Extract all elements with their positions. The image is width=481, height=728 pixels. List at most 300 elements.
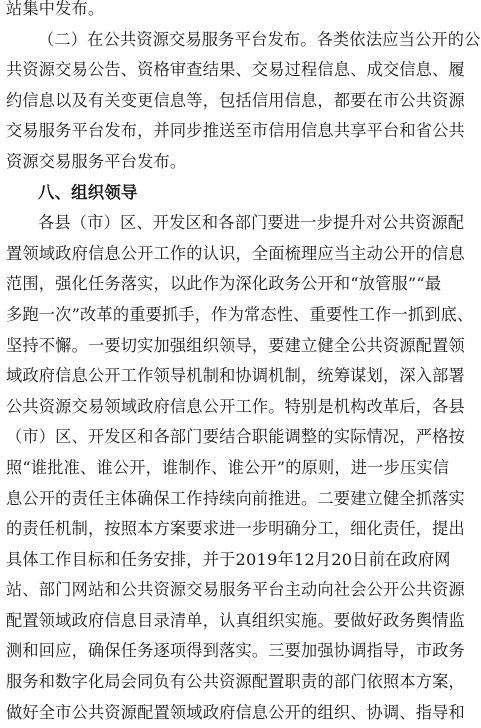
text-glyph: 程	[301, 60, 318, 80]
text-glyph: 步	[316, 213, 334, 233]
text-glyph: 府	[153, 396, 170, 416]
text-glyph: 一	[235, 519, 252, 539]
text-glyph: 以	[169, 274, 187, 294]
text-glyph: 、	[71, 427, 88, 447]
text-glyph: ）	[70, 29, 88, 49]
text-glyph: 享	[350, 121, 367, 141]
text-glyph: 省	[415, 121, 433, 141]
text-glyph: 源	[38, 60, 56, 80]
section-heading: 八、组织领导	[38, 182, 138, 202]
text-glyph: 政	[55, 243, 72, 263]
text-glyph: 台	[268, 580, 285, 600]
text-glyph: 告	[104, 60, 121, 80]
text-glyph: 整	[301, 427, 318, 447]
text-glyph: 以	[55, 90, 72, 110]
text-glyph: 务	[55, 121, 72, 141]
text-glyph: 公	[186, 672, 203, 692]
text-glyph: 交	[55, 60, 72, 80]
text-glyph: ，	[194, 304, 212, 324]
text-glyph: 开	[129, 457, 146, 477]
text-glyph: 主	[104, 488, 121, 508]
text-glyph: 要	[186, 519, 203, 539]
text-glyph: 认	[219, 610, 236, 630]
text-glyph: 信	[301, 121, 318, 141]
text-glyph: 和	[137, 427, 154, 447]
text-glyph: 开	[284, 702, 302, 722]
text-glyph: 部	[169, 427, 187, 447]
text-glyph: 提	[432, 519, 449, 539]
text-glyph: 任	[87, 274, 105, 294]
text-glyph: ，	[251, 335, 269, 355]
text-glyph: 网	[71, 580, 88, 600]
text-glyph: 应	[382, 29, 399, 49]
text-glyph: 要	[333, 488, 351, 508]
text-glyph: 市	[382, 90, 400, 110]
text-glyph: 落	[120, 274, 138, 294]
text-glyph: 易	[185, 29, 202, 49]
text-glyph: 不	[38, 335, 56, 355]
text-glyph: 共	[22, 396, 39, 416]
text-glyph: 组	[317, 702, 334, 722]
text-glyph: 严	[415, 427, 433, 447]
text-glyph: 动	[301, 580, 318, 600]
text-glyph: 要	[284, 641, 302, 661]
text-glyph: 开	[87, 427, 105, 447]
text-glyph: 开	[137, 243, 154, 263]
text-glyph: 息	[169, 90, 187, 110]
text-glyph: 月	[314, 549, 332, 569]
text-glyph: 源	[448, 90, 465, 110]
text-glyph: 共	[448, 121, 465, 141]
text-glyph: 和	[448, 702, 465, 722]
text-glyph: 制	[71, 519, 88, 539]
text-glyph: 面	[268, 243, 285, 263]
text-glyph: 落	[219, 641, 236, 661]
text-glyph: 二	[317, 488, 334, 508]
text-glyph: 后	[399, 396, 416, 416]
text-glyph: 数	[55, 672, 72, 692]
text-glyph: 和	[219, 366, 236, 386]
text-glyph: 此	[186, 274, 203, 294]
text-glyph: 府	[87, 610, 105, 630]
text-glyph: 信	[284, 90, 302, 110]
text-glyph: 织	[202, 335, 220, 355]
text-glyph: 分	[301, 519, 318, 539]
text-glyph: ，	[38, 274, 56, 294]
text-glyph: 化	[71, 274, 88, 294]
text-glyph: 政	[202, 702, 220, 722]
text-glyph: 共	[87, 702, 105, 722]
text-glyph: 是	[317, 396, 334, 416]
paragraph-line	[0, 453, 450, 484]
text-glyph: 台	[251, 29, 268, 49]
text-glyph: 作	[251, 396, 269, 416]
text-glyph: 务	[137, 641, 154, 661]
text-glyph: 工	[317, 519, 334, 539]
text-glyph: 公	[432, 121, 449, 141]
text-glyph: 本	[137, 519, 154, 539]
text-glyph: 实	[416, 457, 433, 477]
text-glyph: 谁	[162, 457, 179, 477]
text-glyph: 开	[219, 396, 236, 416]
text-glyph: 各	[218, 213, 235, 233]
text-glyph: 查	[186, 60, 203, 80]
text-glyph: 工	[153, 243, 170, 263]
text-glyph: 务	[235, 580, 252, 600]
text-glyph: 案	[432, 672, 449, 692]
text-glyph: 实	[137, 335, 154, 355]
text-glyph: 共	[415, 580, 433, 600]
paragraph-line	[0, 269, 442, 300]
text-glyph: （	[70, 213, 88, 233]
text-glyph: 信	[22, 90, 39, 110]
text-glyph: 抓	[162, 304, 179, 324]
text-glyph: 成	[366, 60, 383, 80]
text-glyph: 和	[399, 121, 416, 141]
text-glyph: 字	[71, 672, 88, 692]
text-glyph: 结	[219, 427, 236, 447]
text-glyph: 置	[6, 243, 23, 263]
text-glyph: 提	[333, 213, 350, 233]
text-glyph: 开	[399, 243, 416, 263]
text-glyph: 和	[201, 213, 219, 233]
text-glyph: 目	[137, 610, 154, 630]
text-glyph: 交	[71, 396, 88, 416]
text-glyph: ，	[153, 274, 170, 294]
text-glyph: 20	[331, 549, 353, 569]
text-glyph: 法	[365, 29, 383, 49]
text-glyph: 站	[6, 580, 23, 600]
text-glyph: 变	[120, 90, 138, 110]
text-glyph: ，	[71, 641, 88, 661]
text-glyph: 导	[382, 641, 400, 661]
text-glyph: 公	[22, 488, 39, 508]
text-glyph: 源	[448, 580, 465, 600]
text-glyph: 区	[185, 213, 202, 233]
text-glyph: 照	[120, 519, 138, 539]
text-glyph: 公	[268, 702, 285, 722]
text-glyph: 进	[283, 213, 301, 233]
text-glyph: 本	[399, 672, 416, 692]
text-glyph: 领	[448, 335, 465, 355]
text-glyph: 排	[169, 549, 187, 569]
text-glyph: 同	[169, 121, 187, 141]
text-glyph: 放	[358, 274, 376, 294]
text-glyph: 资	[432, 90, 449, 110]
text-glyph: 的	[6, 519, 23, 539]
text-glyph: 开	[104, 366, 121, 386]
text-glyph: 信	[432, 243, 449, 263]
text-glyph: 等	[186, 90, 203, 110]
text-glyph: 协	[235, 366, 252, 386]
text-glyph: 部	[432, 366, 449, 386]
text-glyph: 进	[219, 519, 236, 539]
text-glyph: 按	[448, 427, 465, 447]
text-glyph: 深	[235, 274, 252, 294]
text-glyph: 置	[153, 702, 170, 722]
text-glyph: ，	[415, 519, 433, 539]
text-glyph: 案	[169, 519, 187, 539]
text-glyph: “	[416, 274, 425, 294]
text-glyph: 谁	[30, 457, 48, 477]
text-glyph: 推	[268, 488, 285, 508]
text-glyph: 作	[375, 304, 392, 324]
text-glyph: 易	[268, 60, 285, 80]
text-glyph: 到	[202, 641, 220, 661]
text-glyph: 公	[202, 396, 220, 416]
text-glyph: 推	[202, 121, 220, 141]
text-glyph: 细	[350, 519, 367, 539]
text-glyph: 信	[251, 90, 269, 110]
text-glyph: 的	[112, 304, 130, 324]
text-glyph: 作	[137, 366, 154, 386]
text-glyph: 应	[55, 641, 72, 661]
text-glyph: 前	[368, 549, 386, 569]
text-glyph: 公	[301, 274, 318, 294]
text-glyph: 门	[251, 213, 268, 233]
text-glyph: 县	[448, 396, 465, 416]
text-glyph: 实	[284, 610, 302, 630]
text-glyph: 域	[120, 396, 138, 416]
text-glyph: 测	[6, 641, 23, 661]
text-glyph: 配	[6, 610, 23, 630]
text-glyph: 工	[235, 396, 252, 416]
text-glyph: 压	[399, 457, 417, 477]
text-glyph: 门	[55, 580, 72, 600]
text-glyph: 加	[153, 335, 170, 355]
text-glyph: 息	[120, 610, 138, 630]
text-glyph: 回	[38, 641, 56, 661]
text-glyph: 信	[55, 366, 72, 386]
text-glyph: ，	[334, 457, 351, 477]
text-glyph: 资	[137, 60, 154, 80]
text-glyph: 明	[268, 519, 285, 539]
text-glyph: ，	[145, 457, 162, 477]
text-glyph: 调	[382, 702, 400, 722]
text-glyph: 任	[399, 519, 416, 539]
text-glyph: 共	[6, 60, 23, 80]
text-glyph: 年	[277, 549, 294, 569]
text-glyph: 类	[333, 29, 350, 49]
text-glyph: ，	[235, 243, 252, 263]
text-glyph: 领	[219, 335, 236, 355]
text-glyph: 逐	[153, 641, 170, 661]
text-glyph: 态	[260, 304, 277, 324]
text-glyph: 立	[366, 488, 383, 508]
text-glyph: 会	[350, 580, 367, 600]
text-glyph: 情	[366, 427, 383, 447]
text-glyph: 况	[382, 427, 400, 447]
paragraph-line	[0, 636, 465, 667]
text-glyph: ，	[415, 396, 433, 416]
text-glyph: 导	[169, 366, 187, 386]
text-glyph: 2019	[235, 549, 278, 569]
text-glyph: 工	[120, 366, 138, 386]
text-glyph: 依	[366, 672, 383, 692]
text-glyph: 务	[399, 610, 416, 630]
text-glyph: 部	[38, 580, 56, 600]
text-glyph: 果	[219, 60, 236, 80]
text-glyph: 共	[333, 121, 351, 141]
text-glyph: 置	[268, 672, 285, 692]
text-glyph: 资	[219, 672, 236, 692]
text-glyph: 谋	[350, 366, 367, 386]
text-glyph: 在	[366, 90, 383, 110]
text-glyph: 公	[6, 396, 23, 416]
text-glyph: 一	[87, 335, 105, 355]
text-glyph: 府	[71, 243, 88, 263]
text-glyph: 主	[284, 580, 302, 600]
text-glyph: 公	[464, 29, 481, 49]
text-glyph: 情	[432, 610, 449, 630]
paragraph-line	[0, 208, 465, 239]
text-glyph: 、	[399, 702, 416, 722]
text-glyph: 作	[169, 243, 187, 263]
text-glyph: 能	[268, 427, 285, 447]
text-glyph: 责	[22, 519, 39, 539]
text-glyph: 资	[432, 580, 449, 600]
text-glyph: 安	[153, 549, 170, 569]
text-glyph: 录	[153, 610, 170, 630]
text-glyph: 谁	[96, 457, 113, 477]
text-glyph: 坚	[6, 335, 23, 355]
text-glyph: ”	[71, 304, 81, 324]
text-glyph: 持	[202, 488, 220, 508]
text-glyph: 更	[137, 90, 154, 110]
text-glyph: 要	[267, 213, 284, 233]
text-glyph: 公	[350, 335, 367, 355]
paragraph-line	[0, 239, 465, 270]
text-glyph: 按	[104, 519, 121, 539]
paragraph-line	[0, 116, 465, 147]
text-glyph: 资	[104, 702, 121, 722]
text-glyph: 信	[399, 60, 416, 80]
text-glyph: 健	[317, 335, 334, 355]
text-glyph: 一	[300, 213, 317, 233]
text-glyph: 施	[301, 610, 318, 630]
text-glyph: 指	[415, 702, 433, 722]
text-glyph: 原	[301, 457, 318, 477]
text-glyph: 各	[432, 396, 449, 416]
text-glyph: 任	[120, 641, 138, 661]
text-glyph: 责	[71, 488, 88, 508]
text-glyph: 都	[333, 90, 351, 110]
text-glyph: 有	[87, 90, 105, 110]
text-glyph: 履	[448, 60, 465, 80]
text-glyph: （	[6, 427, 23, 447]
text-glyph: 会	[120, 672, 138, 692]
text-glyph: 构	[350, 396, 367, 416]
text-glyph: 12	[293, 549, 315, 569]
text-glyph: 服	[38, 121, 56, 141]
text-glyph: 务	[448, 641, 465, 661]
text-glyph: 监	[448, 610, 465, 630]
text-glyph: 平	[234, 29, 252, 49]
text-glyph: ，	[186, 549, 203, 569]
paragraph-line	[0, 55, 465, 86]
text-glyph: 指	[366, 641, 383, 661]
text-glyph: 发	[169, 213, 186, 233]
text-glyph: 各	[38, 213, 55, 233]
paragraph-line	[0, 575, 465, 606]
text-glyph: 好	[22, 702, 39, 722]
text-glyph: 易	[71, 60, 88, 80]
text-glyph: 部	[333, 672, 351, 692]
text-glyph: 送	[219, 121, 236, 141]
text-glyph: 强	[317, 641, 334, 661]
text-glyph: 组	[251, 610, 269, 630]
paragraph-line	[0, 667, 465, 698]
text-glyph: 部	[234, 213, 252, 233]
text-glyph: 于	[219, 549, 236, 569]
text-glyph: 政	[382, 610, 400, 630]
text-glyph: 府	[219, 702, 236, 722]
paragraph-line	[0, 361, 465, 392]
paragraph-line	[0, 514, 465, 545]
text-glyph: 加	[301, 641, 318, 661]
text-glyph: 区	[120, 427, 138, 447]
text-glyph: 和	[333, 274, 351, 294]
text-glyph: 政	[268, 274, 285, 294]
text-glyph: 息	[71, 366, 88, 386]
text-glyph: 当	[398, 29, 415, 49]
text-glyph: 批	[47, 457, 64, 477]
text-glyph: 二	[54, 29, 71, 49]
text-glyph: 实	[333, 427, 351, 447]
text-glyph: 要	[268, 335, 285, 355]
text-glyph: 入	[415, 366, 433, 386]
text-glyph: 职	[284, 672, 302, 692]
text-glyph: 约	[6, 90, 23, 110]
text-glyph: 组	[186, 335, 203, 355]
text-glyph: 台	[87, 121, 105, 141]
text-glyph: 照	[6, 457, 23, 477]
text-glyph: 应	[317, 243, 334, 263]
text-glyph: 同	[137, 672, 154, 692]
text-glyph: 体	[22, 549, 39, 569]
text-glyph: 信	[268, 121, 285, 141]
text-glyph: 易	[202, 580, 220, 600]
text-glyph: 交	[6, 121, 23, 141]
text-glyph: 性	[342, 304, 359, 324]
text-glyph: 任	[120, 549, 138, 569]
text-glyph: 为	[227, 304, 244, 324]
text-glyph: 求	[202, 519, 220, 539]
text-glyph: 方	[415, 672, 433, 692]
text-glyph: 。	[268, 396, 285, 416]
text-glyph: 公	[103, 29, 120, 49]
text-glyph: 配	[251, 672, 269, 692]
text-glyph: 具	[6, 549, 23, 569]
text-glyph: 负	[153, 672, 170, 692]
text-glyph: 依	[349, 29, 366, 49]
text-glyph: 资	[414, 213, 432, 233]
text-glyph: 协	[366, 702, 383, 722]
text-glyph: 政	[432, 641, 449, 661]
text-glyph: 实	[448, 488, 465, 508]
text-glyph: 公	[71, 702, 88, 722]
text-glyph: 调	[251, 366, 269, 386]
text-glyph: 息	[104, 243, 121, 263]
text-glyph: 健	[382, 488, 400, 508]
text-glyph: 信	[153, 90, 170, 110]
text-glyph: 台	[382, 121, 400, 141]
text-glyph: 关	[104, 90, 121, 110]
text-glyph: 的	[415, 243, 433, 263]
text-glyph: 配	[137, 702, 154, 722]
text-glyph: 机	[186, 366, 203, 386]
text-glyph: 公	[399, 580, 416, 600]
